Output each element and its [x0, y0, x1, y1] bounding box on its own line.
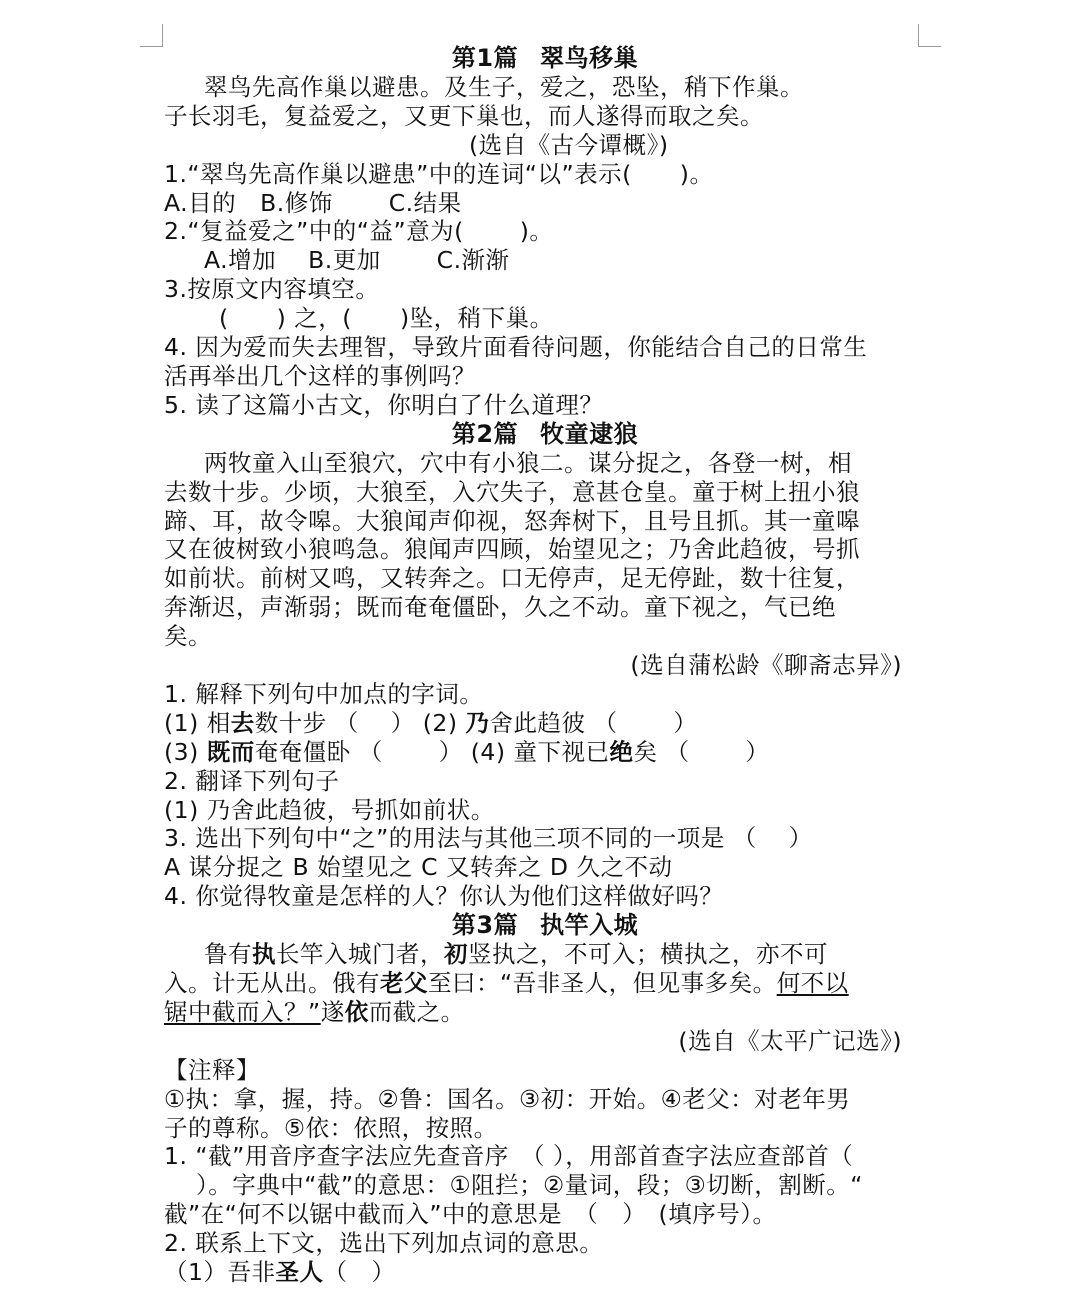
passage3-source: (选自《太平广记选》) [678, 1026, 902, 1055]
q1-item-label: (4) 童下视已 [470, 737, 610, 766]
q1-item-label: (2) [422, 708, 466, 737]
passage2-question: 3. 选出下列句中“之”的用法与其他三项不同的一项是 （ ） [164, 824, 813, 853]
dotted-word: 初 [444, 940, 468, 969]
text-run: （ ） [323, 1258, 396, 1287]
passage2-question: 2. 翻译下列句子 [164, 766, 340, 795]
passage3-notes-title: 【注释】 [164, 1055, 260, 1084]
passage1-question: 1.“翠鸟先高作巢以避患”中的连词“以”表示( )。 [164, 159, 714, 188]
dotted-word: 老父 [380, 969, 428, 997]
text-run: 遂 [320, 997, 345, 1026]
passage2-title [164, 420, 918, 449]
passage2-text-line: 又在彼树致小狼鸣急。狼闻声四顾，始望见之；乃舍此趋彼，号抓 [164, 535, 860, 564]
text-run: 竖执之，不可入；横执之，亦不可 [468, 940, 828, 969]
passage3-title-name: 执竿入城 [540, 911, 639, 940]
document-page [164, 44, 918, 1287]
passage1-question: 4. 因为爱而失去理智，导致片面看待问题，你能结合自己的日常生 [164, 333, 868, 362]
q1-dotted-word: 既而 [206, 737, 255, 766]
underlined-sentence: 锯中截而入？” [164, 997, 321, 1026]
dotted-word: 圣人 [275, 1258, 324, 1287]
passage3-question: 2. 联系上下文，选出下列加点词的意思。 [164, 1229, 604, 1258]
passage1-text-line: 子长羽毛，复益爱之，又更下巢也，而人遂得而取之矣。 [164, 101, 764, 130]
underlined-sentence: 何不以 [776, 969, 849, 997]
passage2-title-number: 第2篇 [451, 419, 519, 448]
passage3-question: ）。字典中“截”的意思：①阻拦；②量词，段；③切断，割断。“ [164, 1171, 863, 1200]
passage2-text-line: 蹄、耳，故令嗥。大狼闻声仰视，怒奔树下，且号且抓。其一童嗥 [164, 506, 860, 535]
corner-crop-mark-right [918, 24, 941, 47]
passage2-text-line: 奔渐迟，声渐弱；既而奄奄僵卧，久之不动。童下视之，气已绝 [164, 593, 836, 622]
passage2-question: (1) 乃舍此趋彼，号抓如前状。 [164, 795, 495, 824]
q1-item-rest: 数十步 （ ） [254, 708, 415, 737]
dotted-word: 执 [252, 940, 276, 969]
q1-dotted-word: 绝 [609, 737, 634, 766]
passage2-text-line: 去数十步。少顷，大狼至，入穴失子，意甚仓皇。童于树上扭小狼 [164, 477, 860, 506]
q1-item-rest: 奄奄僵卧 （ ） [254, 737, 463, 766]
passage1-text-line: 翠鸟先高作巢以避患。及生子，爱之，恐坠，稍下作巢。 [204, 72, 804, 101]
passage1-question: 3.按原文内容填空。 [164, 275, 380, 304]
passage3-title [164, 911, 918, 940]
text-run: 鲁有 [204, 940, 252, 969]
passage2-text-line: 两牧童入山至狼穴，穴中有小狼二。谋分捉之，各登一树，相 [204, 448, 852, 477]
q1-item-rest: 矣 （ ） [633, 737, 770, 766]
corner-crop-mark-left [140, 24, 163, 47]
passage1-title-name: 翠鸟移巢 [540, 44, 639, 72]
passage1-question: 2.“复益爱之”中的“益”意为( )。 [164, 217, 554, 246]
passage1-option: A.目的 B.修饰 C.结果 [164, 188, 462, 217]
passage2-question: 4. 你觉得牧童是怎样的人？你认为他们这样做好吗？ [164, 882, 724, 911]
passage2-option: A 谋分捉之 B 始望见之 C 又转奔之 D 久之不动 [164, 853, 673, 882]
text-run: 入。计无从出。俄有 [164, 969, 380, 997]
passage3-note-line: ①执：拿，握，持。②鲁：国名。③初：开始。④老父：对老年男 [164, 1084, 851, 1113]
passage1-question: 活再举出几个这样的事例吗？ [164, 361, 476, 390]
q1-dotted-word: 去 [230, 708, 255, 737]
passage1-question: 5. 读了这篇小古文，你明白了什么道理？ [164, 390, 604, 419]
passage2-question: 1. 解释下列句中加点的字词。 [164, 679, 484, 708]
passage1-title-number: 第1篇 [451, 44, 519, 72]
passage1-title [164, 44, 918, 73]
passage2-q1-row [164, 709, 918, 738]
passage1-fill-blank: ( ) 之，( )坠，稍下巢。 [219, 304, 554, 333]
passage3-question: 截”在“何不以锯中截而入”中的意思是 （ ） (填序号）。 [164, 1200, 777, 1229]
passage3-text-line [164, 940, 918, 969]
passage3-text-line [164, 998, 918, 1027]
q1-item-label: (1) 相 [164, 708, 231, 737]
text-run: （1）吾非 [164, 1258, 276, 1287]
passage3-title-number: 第3篇 [451, 911, 519, 940]
passage2-source: (选自蒲松龄《聊斋志异》) [630, 651, 902, 680]
dotted-word: 依 [344, 997, 369, 1026]
passage1-source: (选自《古今谭概》) [469, 130, 669, 159]
passage3-q2-item [164, 1258, 918, 1287]
passage3-note-line: 子的尊称。⑤依：依照，按照。 [164, 1113, 498, 1142]
passage1-option: A.增加 B.更加 C.渐渐 [204, 246, 510, 275]
passage2-q1-row [164, 738, 918, 767]
passage3-question: 1. “截”用音序查字法应先查音序 （ ），用部首查字法应查部首（ [164, 1142, 854, 1171]
passage2-title-name: 牧童逮狼 [540, 419, 639, 448]
q1-item-rest: 舍此趋彼 （ ） [489, 708, 698, 737]
text-run: 而截之。 [368, 997, 465, 1026]
passage2-text-line: 矣。 [164, 622, 212, 651]
passage3-text-line [164, 969, 918, 998]
text-run: 长竿入城门者， [276, 940, 444, 969]
q1-dotted-word: 乃 [465, 708, 490, 737]
passage2-text-line: 如前状。前树又鸣，又转奔之。口无停声，足无停趾，数十往复， [164, 564, 860, 593]
text-run: 至曰：“吾非圣人，但见事多矣。 [428, 969, 777, 997]
q1-item-label: (3) [164, 737, 207, 766]
